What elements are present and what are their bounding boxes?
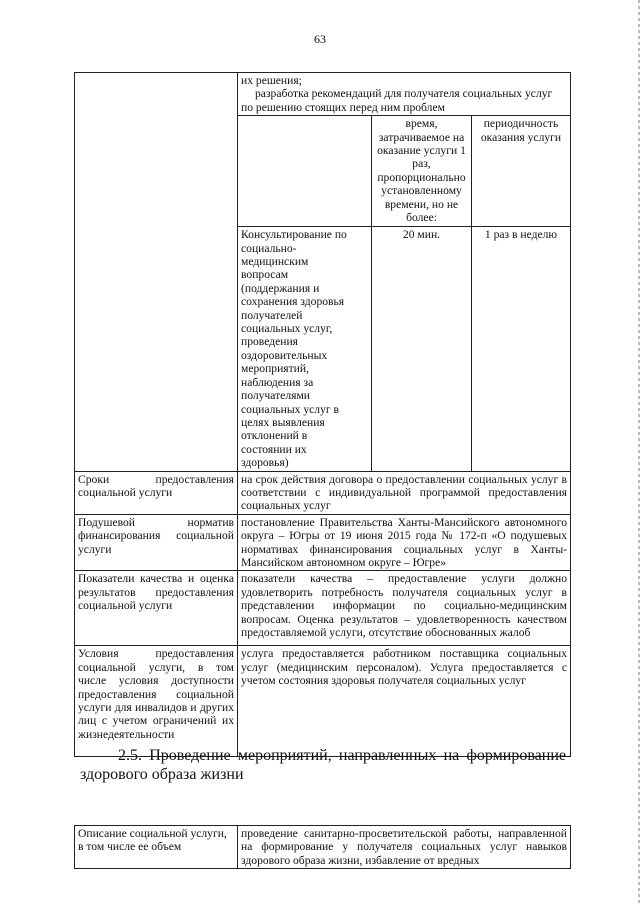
period-header: периодичность оказания услуги <box>472 116 571 227</box>
top-line-2: разработка рекомендаций для получателя социальных услуг <box>255 87 553 101</box>
time-header: время, затрачиваемое на оказание услуги 1 раз, пропорционально установленному времени, но не более: <box>372 116 472 227</box>
row-value-conditions: услуга предоставляется работником поставщика социальных услуг (медицинским персоналом). Услуга предоставляется с учетом состояния здоровья получателя социальных услуг <box>238 646 571 757</box>
desc-value: проведение санитарно-просветительской работы, направленной на формирование у получателя социальных услуг навыков здорового образа жизни, избавление от вредных <box>238 826 571 869</box>
description-table <box>74 825 571 869</box>
consult-period: 1 раз в неделю <box>472 227 571 471</box>
top-block-cell <box>238 73 571 116</box>
table-row <box>75 571 571 646</box>
consult-text: Консультирование по социально-медицинским вопросам (поддержания и сохранения здоровья получателей социальных услуг, проведения оздоровительных мероприятий, наблюдения за получателями социальных услуг в целях выявления отклонений в состоянии их здоровья) <box>238 227 372 471</box>
row-label-terms: Сроки предоставления социальной услуги <box>75 471 238 514</box>
table-row <box>75 73 571 116</box>
section-heading-line-2: здорового образа жизни <box>80 766 244 783</box>
row-value-funding: постановление Правительства Ханты-Мансийского автономного округа – Югры от 19 июня 2015 года № 172-п «О подушевых нормативах финансирования социальных услуг в Ханты-Мансийском автономном округе – Югре» <box>238 514 571 571</box>
row-label-funding: Подушевой норматив финансирования социальной услуги <box>75 514 238 571</box>
consult-time: 20 мин. <box>372 227 472 471</box>
row-label-conditions: Условия предоставления социальной услуги, в том числе условия доступности предоставления социальной услуги для инвалидов и других лиц с учетом ограничений их жизнедеятельности <box>75 646 238 757</box>
row-value-quality: показатели качества – предоставление услуги должно удовлетворить потребность получателя социальных услуг в представлении информации по социально-медицинским вопросам. Оценка результатов – удовлетворенность качеством предоставляемой услуги, отсутствие обоснованных жалоб <box>238 571 571 646</box>
table-row <box>75 514 571 571</box>
desc-label: Описание социальной услуги, в том числе ее объем <box>75 826 238 869</box>
empty-name-header <box>238 116 372 227</box>
table-row <box>75 646 571 757</box>
section-heading <box>80 746 566 784</box>
top-line-3: по решению стоящих перед ним проблем <box>241 100 445 114</box>
row-value-terms: на срок действия договора о предоставлении социальных услуг в соответствии с индивидуальной программой предоставления социальных услуг <box>238 471 571 514</box>
top-line-1: их решения; <box>241 74 302 87</box>
table-row <box>75 826 571 869</box>
table-row <box>75 471 571 514</box>
section-heading-line-1: 2.5. Проведение мероприятий, направленных на формирование <box>118 747 566 764</box>
row-label-quality: Показатели качества и оценка результатов предоставления социальной услуги <box>75 571 238 646</box>
service-table <box>74 72 571 757</box>
empty-label-cell <box>75 73 238 472</box>
page-number: 63 <box>314 32 326 46</box>
